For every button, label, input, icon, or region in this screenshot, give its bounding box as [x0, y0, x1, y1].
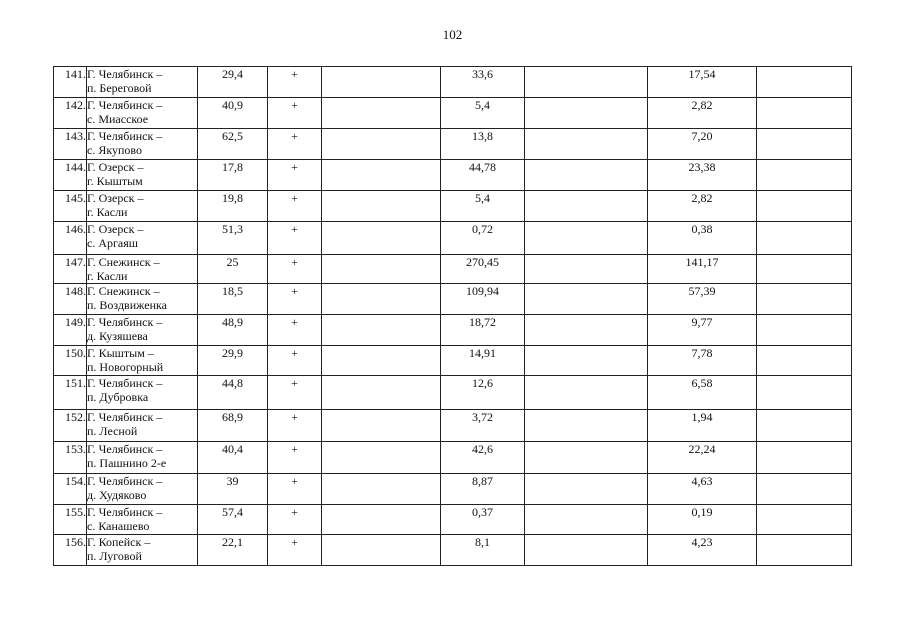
mark-cell: + [268, 67, 322, 98]
mark-cell: + [268, 191, 322, 222]
row-number-cell: 143. [54, 129, 87, 160]
empty-cell [322, 442, 441, 474]
empty-cell [757, 160, 852, 191]
row-number-cell: 152. [54, 410, 87, 442]
row-number-cell: 145. [54, 191, 87, 222]
empty-cell [757, 535, 852, 566]
empty-cell [322, 505, 441, 535]
table-row [54, 410, 852, 442]
mark-cell: + [268, 222, 322, 255]
mark-cell: + [268, 376, 322, 410]
route-destination: д. Кузяшева [87, 329, 148, 343]
length-cell: 19,8 [198, 191, 268, 222]
row-number-cell: 148. [54, 284, 87, 315]
empty-cell [525, 160, 648, 191]
route-origin: Г. Челябинск – [87, 129, 163, 143]
length-cell: 18,5 [198, 284, 268, 315]
empty-cell [525, 442, 648, 474]
value1-cell: 12,6 [441, 376, 525, 410]
table-row [54, 376, 852, 410]
route-cell [87, 442, 198, 474]
route-origin: Г. Челябинск – [87, 98, 163, 112]
value2-cell: 2,82 [648, 191, 757, 222]
empty-cell [322, 474, 441, 505]
mark-cell: + [268, 410, 322, 442]
length-cell: 29,4 [198, 67, 268, 98]
route-origin: Г. Челябинск – [87, 315, 163, 329]
empty-cell [322, 191, 441, 222]
mark-cell: + [268, 98, 322, 129]
empty-cell [757, 346, 852, 376]
value1-cell: 13,8 [441, 129, 525, 160]
length-cell: 22,1 [198, 535, 268, 566]
row-number-cell: 147. [54, 255, 87, 284]
value1-cell: 5,4 [441, 98, 525, 129]
value2-cell: 7,20 [648, 129, 757, 160]
empty-cell [757, 191, 852, 222]
route-destination: п. Пашнино 2-е [87, 456, 167, 470]
length-cell: 57,4 [198, 505, 268, 535]
route-destination: г. Касли [87, 205, 128, 219]
empty-cell [757, 315, 852, 346]
table-row [54, 315, 852, 346]
empty-cell [525, 474, 648, 505]
row-number-cell: 146. [54, 222, 87, 255]
empty-cell [757, 67, 852, 98]
route-cell [87, 535, 198, 566]
table-row [54, 67, 852, 98]
empty-cell [757, 505, 852, 535]
value1-cell: 18,72 [441, 315, 525, 346]
empty-cell [322, 535, 441, 566]
length-cell: 29,9 [198, 346, 268, 376]
length-cell: 39 [198, 474, 268, 505]
route-destination: с. Аргаяш [87, 236, 138, 250]
empty-cell [525, 535, 648, 566]
route-origin: Г. Озерск – [87, 222, 144, 236]
route-cell [87, 222, 198, 255]
value2-cell: 2,82 [648, 98, 757, 129]
row-number-cell: 144. [54, 160, 87, 191]
empty-cell [322, 255, 441, 284]
route-origin: Г. Снежинск – [87, 284, 160, 298]
route-cell [87, 191, 198, 222]
length-cell: 44,8 [198, 376, 268, 410]
mark-cell: + [268, 255, 322, 284]
empty-cell [322, 315, 441, 346]
value1-cell: 0,37 [441, 505, 525, 535]
row-number-cell: 141. [54, 67, 87, 98]
mark-cell: + [268, 505, 322, 535]
row-number-cell: 156. [54, 535, 87, 566]
route-destination: с. Якупово [87, 143, 142, 157]
mark-cell: + [268, 346, 322, 376]
empty-cell [757, 98, 852, 129]
row-number-cell: 154. [54, 474, 87, 505]
length-cell: 48,9 [198, 315, 268, 346]
table-row [54, 535, 852, 566]
value2-cell: 4,63 [648, 474, 757, 505]
value2-cell: 4,23 [648, 535, 757, 566]
table-row [54, 129, 852, 160]
route-cell [87, 98, 198, 129]
empty-cell [525, 410, 648, 442]
empty-cell [322, 376, 441, 410]
value1-cell: 33,6 [441, 67, 525, 98]
row-number-cell: 153. [54, 442, 87, 474]
row-number-cell: 151. [54, 376, 87, 410]
length-cell: 62,5 [198, 129, 268, 160]
value1-cell: 270,45 [441, 255, 525, 284]
value2-cell: 0,38 [648, 222, 757, 255]
length-cell: 40,9 [198, 98, 268, 129]
route-origin: Г. Челябинск – [87, 410, 163, 424]
mark-cell: + [268, 535, 322, 566]
route-cell [87, 376, 198, 410]
empty-cell [757, 410, 852, 442]
value1-cell: 42,6 [441, 442, 525, 474]
route-origin: Г. Челябинск – [87, 474, 163, 488]
row-number-cell: 142. [54, 98, 87, 129]
route-origin: Г. Кыштым – [87, 346, 154, 360]
mark-cell: + [268, 442, 322, 474]
mark-cell: + [268, 315, 322, 346]
length-cell: 68,9 [198, 410, 268, 442]
empty-cell [757, 129, 852, 160]
route-cell [87, 346, 198, 376]
route-origin: Г. Челябинск – [87, 442, 163, 456]
route-destination: г. Кыштым [87, 174, 143, 188]
empty-cell [525, 67, 648, 98]
row-number-cell: 155. [54, 505, 87, 535]
route-destination: п. Лесной [87, 424, 138, 438]
route-destination: с. Канашево [87, 519, 150, 533]
empty-cell [322, 346, 441, 376]
route-cell [87, 474, 198, 505]
value1-cell: 8,87 [441, 474, 525, 505]
empty-cell [757, 442, 852, 474]
route-cell [87, 255, 198, 284]
value2-cell: 17,54 [648, 67, 757, 98]
mark-cell: + [268, 474, 322, 505]
route-cell [87, 67, 198, 98]
value2-cell: 6,58 [648, 376, 757, 410]
empty-cell [322, 160, 441, 191]
route-origin: Г. Озерск – [87, 191, 144, 205]
table-row [54, 222, 852, 255]
value1-cell: 5,4 [441, 191, 525, 222]
empty-cell [525, 255, 648, 284]
empty-cell [757, 474, 852, 505]
route-destination: п. Новогорный [87, 360, 164, 374]
empty-cell [525, 315, 648, 346]
table-row [54, 284, 852, 315]
empty-cell [525, 129, 648, 160]
empty-cell [322, 129, 441, 160]
route-cell [87, 315, 198, 346]
routes-table [53, 66, 852, 566]
value1-cell: 109,94 [441, 284, 525, 315]
empty-cell [525, 284, 648, 315]
table-row [54, 442, 852, 474]
empty-cell [525, 222, 648, 255]
route-origin: Г. Снежинск – [87, 255, 160, 269]
mark-cell: + [268, 129, 322, 160]
value2-cell: 0,19 [648, 505, 757, 535]
route-destination: г. Касли [87, 269, 128, 283]
route-destination: п. Воздвиженка [87, 298, 167, 312]
row-number-cell: 149. [54, 315, 87, 346]
empty-cell [322, 284, 441, 315]
value1-cell: 3,72 [441, 410, 525, 442]
route-destination: п. Дубровка [87, 390, 149, 404]
route-cell [87, 160, 198, 191]
route-destination: п. Береговой [87, 81, 152, 95]
empty-cell [525, 346, 648, 376]
value2-cell: 7,78 [648, 346, 757, 376]
length-cell: 51,3 [198, 222, 268, 255]
empty-cell [757, 284, 852, 315]
empty-cell [525, 191, 648, 222]
empty-cell [322, 222, 441, 255]
value2-cell: 9,77 [648, 315, 757, 346]
route-cell [87, 284, 198, 315]
route-origin: Г. Озерск – [87, 160, 144, 174]
value2-cell: 1,94 [648, 410, 757, 442]
route-origin: Г. Челябинск – [87, 376, 163, 390]
length-cell: 17,8 [198, 160, 268, 191]
length-cell: 40,4 [198, 442, 268, 474]
route-cell [87, 505, 198, 535]
page-number: 102 [442, 27, 463, 42]
route-origin: Г. Копейск – [87, 535, 151, 549]
route-origin: Г. Челябинск – [87, 505, 163, 519]
table-row [54, 98, 852, 129]
empty-cell [525, 98, 648, 129]
table-row [54, 255, 852, 284]
empty-cell [525, 505, 648, 535]
table-row [54, 191, 852, 222]
empty-cell [322, 98, 441, 129]
route-destination: д. Худяково [87, 488, 147, 502]
length-cell: 25 [198, 255, 268, 284]
empty-cell [757, 255, 852, 284]
mark-cell: + [268, 160, 322, 191]
empty-cell [757, 222, 852, 255]
route-cell [87, 129, 198, 160]
route-cell [87, 410, 198, 442]
value2-cell: 23,38 [648, 160, 757, 191]
empty-cell [525, 376, 648, 410]
table-row [54, 160, 852, 191]
value2-cell: 141,17 [648, 255, 757, 284]
table-row [54, 474, 852, 505]
value1-cell: 44,78 [441, 160, 525, 191]
empty-cell [322, 67, 441, 98]
empty-cell [322, 410, 441, 442]
row-number-cell: 150. [54, 346, 87, 376]
route-origin: Г. Челябинск – [87, 67, 163, 81]
value1-cell: 14,91 [441, 346, 525, 376]
route-destination: с. Миасское [87, 112, 149, 126]
value1-cell: 8,1 [441, 535, 525, 566]
value2-cell: 22,24 [648, 442, 757, 474]
value2-cell: 57,39 [648, 284, 757, 315]
mark-cell: + [268, 284, 322, 315]
empty-cell [757, 376, 852, 410]
route-destination: п. Луговой [87, 549, 142, 563]
table-row [54, 505, 852, 535]
value1-cell: 0,72 [441, 222, 525, 255]
table-row [54, 346, 852, 376]
